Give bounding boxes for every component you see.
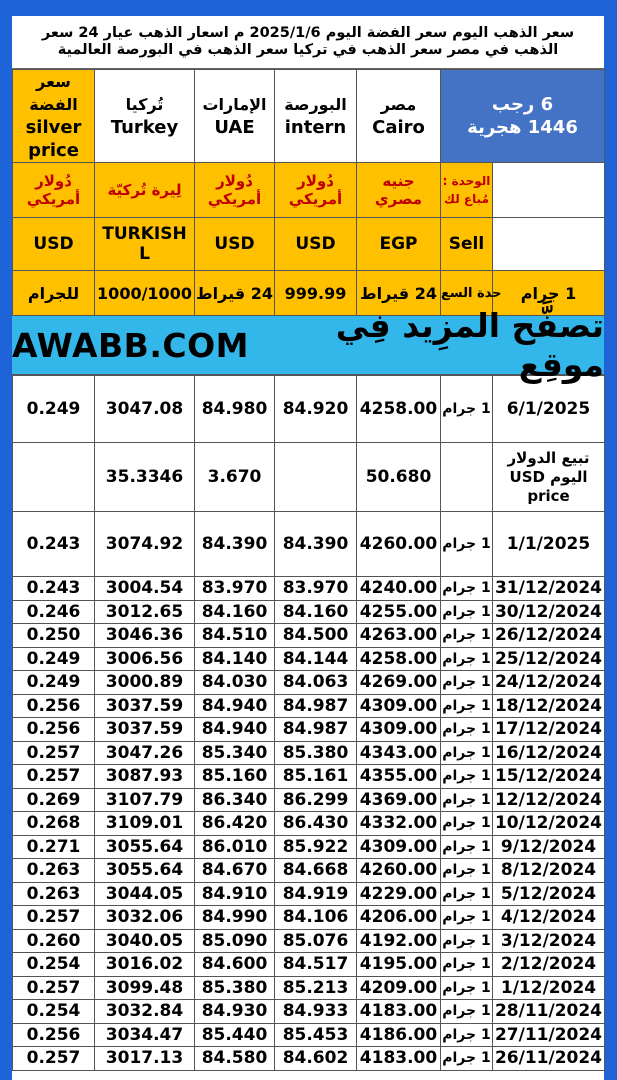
intern-cell: 83.970 — [275, 577, 357, 601]
unit-cell: 1 جرام — [441, 1000, 493, 1024]
currency-cell: دُولار أمريكي — [195, 163, 275, 218]
cairo-cell: 4255.00 — [357, 600, 441, 624]
uae-cell: 85.090 — [195, 929, 275, 953]
unit-cell: 1 جرام — [441, 976, 493, 1000]
currency-cell: دُولار أمريكي — [13, 163, 95, 218]
table-row — [13, 859, 605, 883]
unit-cell: 1 جرام — [441, 512, 493, 577]
intern-cell: 85.453 — [275, 1023, 357, 1047]
intern-cell: 84.160 — [275, 600, 357, 624]
unit-cell: 1 جرام — [441, 694, 493, 718]
header-cairo-ar: مصر — [380, 95, 417, 114]
table-row — [13, 882, 605, 906]
silver-cell: 0.269 — [13, 788, 95, 812]
unit-cell: 1 جرام — [441, 882, 493, 906]
table-row — [13, 788, 605, 812]
header-turkey-en: Turkey — [110, 117, 179, 138]
cairo-cell: 4355.00 — [357, 765, 441, 789]
turkey-cell: 3047.26 — [95, 741, 195, 765]
table-row — [13, 1047, 605, 1071]
silver-cell: 0.254 — [13, 1000, 95, 1024]
unit-cell: 1 جرام — [441, 376, 493, 443]
unit-cell: 1 جرام — [441, 647, 493, 671]
turkey-cell: 3107.79 — [95, 788, 195, 812]
table-row — [13, 718, 605, 742]
silver-cell: 0.256 — [13, 694, 95, 718]
date-cell: 24/12/2024 — [493, 671, 605, 695]
currency-cell: دُولار أمريكي — [275, 163, 357, 218]
turkey-cell: 3004.54 — [95, 577, 195, 601]
cairo-cell: 4369.00 — [357, 788, 441, 812]
uae-cell: 84.940 — [195, 694, 275, 718]
cairo-cell: 4343.00 — [357, 741, 441, 765]
turkey-cell: 3044.05 — [95, 882, 195, 906]
intern-cell: 84.987 — [275, 694, 357, 718]
uae-cell: 84.670 — [195, 859, 275, 883]
table-row — [13, 376, 605, 443]
cairo-cell: 4260.00 — [357, 859, 441, 883]
uae-cell: 84.510 — [195, 624, 275, 648]
turkey-cell: 3032.06 — [95, 906, 195, 930]
uae-cell: 85.440 — [195, 1023, 275, 1047]
banner-site[interactable]: AWABB.COM — [12, 325, 249, 365]
uae-cell: 84.980 — [195, 376, 275, 443]
page-description: سعر الذهب اليوم سعر الفضة اليوم 2025/1/6 م اسعار الذهب عيار 24 سعر الذهب في مصر سعر الذهب في تركيا سعر الذهب في البورصة العالمية — [12, 16, 604, 69]
intern-cell: 84.106 — [275, 906, 357, 930]
header-silver-en: silver price — [25, 117, 82, 161]
header-turkey-ar: تُركيا — [125, 95, 164, 114]
turkey-cell: 3046.36 — [95, 624, 195, 648]
cairo-cell: 4183.00 — [357, 1000, 441, 1024]
silver-cell: 0.254 — [13, 953, 95, 977]
header-silver-ar: سعر الفضة — [29, 72, 78, 114]
date-cell: 1/1/2025 — [493, 512, 605, 577]
table-row — [13, 577, 605, 601]
table-row — [13, 741, 605, 765]
turkey-cell: 3055.64 — [95, 835, 195, 859]
intern-cell — [275, 443, 357, 512]
cairo-cell: 4260.00 — [357, 512, 441, 577]
date-cell: 6/1/2025 — [493, 376, 605, 443]
currency-row — [13, 163, 605, 218]
cairo-cell: 4209.00 — [357, 976, 441, 1000]
silver-cell: 0.263 — [13, 859, 95, 883]
silver-cell: 0.256 — [13, 1023, 95, 1047]
date-cell: 26/11/2024 — [493, 1047, 605, 1071]
cairo-cell: 4186.00 — [357, 1023, 441, 1047]
unit-cell: 1 جرام — [441, 600, 493, 624]
table-row — [13, 512, 605, 577]
uae-cell: 84.160 — [195, 600, 275, 624]
code-cell: USD — [13, 218, 95, 271]
table-row — [13, 765, 605, 789]
silver-cell: 0.257 — [13, 976, 95, 1000]
silver-cell: 0.257 — [13, 741, 95, 765]
uae-cell: 85.380 — [195, 976, 275, 1000]
date-cell: 18/12/2024 — [493, 694, 605, 718]
cairo-cell: 4258.00 — [357, 647, 441, 671]
intern-cell: 84.144 — [275, 647, 357, 671]
uae-cell: 84.910 — [195, 882, 275, 906]
turkey-cell: 3087.93 — [95, 765, 195, 789]
hijri-date: 6 رجب 1446 هجرية — [441, 70, 605, 163]
turkey-cell: 3109.01 — [95, 812, 195, 836]
cairo-cell: 4258.00 — [357, 376, 441, 443]
date-cell: 25/12/2024 — [493, 647, 605, 671]
date-cell: 10/12/2024 — [493, 812, 605, 836]
table-row — [13, 1000, 605, 1024]
silver-cell: 0.263 — [13, 882, 95, 906]
turkey-cell: 3034.47 — [95, 1023, 195, 1047]
turkey-cell: 3006.56 — [95, 647, 195, 671]
unit-cell: 1 جرام — [441, 1023, 493, 1047]
table-row — [13, 906, 605, 930]
turkey-cell: 3016.02 — [95, 953, 195, 977]
uae-cell: 84.600 — [195, 953, 275, 977]
unit-cell: 999.99 — [275, 271, 357, 316]
cairo-cell: 50.680 — [357, 443, 441, 512]
date-cell: 17/12/2024 — [493, 718, 605, 742]
table-row — [13, 976, 605, 1000]
table-row — [13, 929, 605, 953]
unit-cell: 1 جرام — [441, 929, 493, 953]
uae-cell: 85.160 — [195, 765, 275, 789]
uae-cell: 3.670 — [195, 443, 275, 512]
unit-cell: 1 جرام — [441, 671, 493, 695]
date-cell: 3/12/2024 — [493, 929, 605, 953]
uae-cell: 84.140 — [195, 647, 275, 671]
cairo-cell: 4269.00 — [357, 671, 441, 695]
table-row — [13, 694, 605, 718]
currency-cell — [493, 163, 605, 218]
turkey-cell: 3037.59 — [95, 694, 195, 718]
silver-cell: 0.257 — [13, 1047, 95, 1071]
unit-cell: 24 قيراط — [357, 271, 441, 316]
header-table — [12, 69, 605, 316]
date-cell: 26/12/2024 — [493, 624, 605, 648]
silver-cell: 0.257 — [13, 906, 95, 930]
uae-cell: 86.420 — [195, 812, 275, 836]
unit-cell: 24 قيراط — [195, 271, 275, 316]
currency-cell: لِيرة تُركيّة — [95, 163, 195, 218]
turkey-cell: 3017.13 — [95, 1047, 195, 1071]
code-cell: TURKISH L — [95, 218, 195, 271]
table-row — [13, 1023, 605, 1047]
intern-cell: 84.933 — [275, 1000, 357, 1024]
intern-cell: 84.602 — [275, 1047, 357, 1071]
unit-cell — [441, 443, 493, 512]
intern-cell: 85.076 — [275, 929, 357, 953]
unit-cell: 1 جرام — [441, 906, 493, 930]
uae-cell: 86.340 — [195, 788, 275, 812]
date-cell: 8/12/2024 — [493, 859, 605, 883]
unit-cell: للجرام — [13, 271, 95, 316]
cairo-cell: 4206.00 — [357, 906, 441, 930]
cairo-cell: 4229.00 — [357, 882, 441, 906]
intern-cell: 85.922 — [275, 835, 357, 859]
uae-cell: 84.940 — [195, 718, 275, 742]
intern-cell: 84.920 — [275, 376, 357, 443]
turkey-cell: 3000.89 — [95, 671, 195, 695]
intern-cell: 85.213 — [275, 976, 357, 1000]
header-turkey — [95, 70, 195, 163]
cairo-cell: 4309.00 — [357, 835, 441, 859]
turkey-cell: 3037.59 — [95, 718, 195, 742]
table-row — [13, 600, 605, 624]
silver-cell: 0.249 — [13, 376, 95, 443]
silver-cell: 0.268 — [13, 812, 95, 836]
cairo-cell: 4240.00 — [357, 577, 441, 601]
intern-cell: 85.380 — [275, 741, 357, 765]
silver-cell: 0.243 — [13, 512, 95, 577]
date-cell: 16/12/2024 — [493, 741, 605, 765]
intern-cell: 86.299 — [275, 788, 357, 812]
code-cell — [493, 218, 605, 271]
silver-cell: 0.260 — [13, 929, 95, 953]
header-cairo — [357, 70, 441, 163]
date-cell: 2/12/2024 — [493, 953, 605, 977]
cairo-cell: 4183.00 — [357, 1047, 441, 1071]
table-row — [13, 624, 605, 648]
silver-cell — [13, 443, 95, 512]
table-row — [13, 953, 605, 977]
table-row — [13, 443, 605, 512]
header-intern — [275, 70, 357, 163]
date-cell: 30/12/2024 — [493, 600, 605, 624]
intern-cell: 84.668 — [275, 859, 357, 883]
header-cairo-en: Cairo — [372, 117, 425, 138]
date-cell: 9/12/2024 — [493, 835, 605, 859]
unit-cell: 1 جرام — [441, 718, 493, 742]
turkey-cell: 3055.64 — [95, 859, 195, 883]
unit-cell: 1 جرام — [441, 859, 493, 883]
uae-cell: 84.390 — [195, 512, 275, 577]
unit-cell: 1 جرام — [493, 271, 605, 316]
cairo-cell: 4309.00 — [357, 694, 441, 718]
silver-cell: 0.256 — [13, 718, 95, 742]
date-cell: 28/11/2024 — [493, 1000, 605, 1024]
silver-cell: 0.249 — [13, 671, 95, 695]
turkey-cell: 3099.48 — [95, 976, 195, 1000]
code-cell: EGP — [357, 218, 441, 271]
header-intern-en: intern — [284, 117, 347, 138]
date-cell: 31/12/2024 — [493, 577, 605, 601]
turkey-cell: 3040.05 — [95, 929, 195, 953]
intern-cell: 84.517 — [275, 953, 357, 977]
code-cell: USD — [275, 218, 357, 271]
date-cell: 12/12/2024 — [493, 788, 605, 812]
silver-cell: 0.243 — [13, 577, 95, 601]
unit-cell: 1 جرام — [441, 953, 493, 977]
unit-cell: 1 جرام — [441, 624, 493, 648]
currency-cell: جنيه مصري — [357, 163, 441, 218]
code-cell: Sell — [441, 218, 493, 271]
cairo-cell: 4332.00 — [357, 812, 441, 836]
date-cell: 27/11/2024 — [493, 1023, 605, 1047]
code-cell: USD — [195, 218, 275, 271]
header-uae — [195, 70, 275, 163]
date-cell: 15/12/2024 — [493, 765, 605, 789]
unit-cell: 1 جرام — [441, 765, 493, 789]
turkey-cell: 3032.84 — [95, 1000, 195, 1024]
silver-cell: 0.271 — [13, 835, 95, 859]
header-intern-ar: البورصة — [284, 95, 347, 114]
header-uae-ar: الإمارات — [202, 95, 267, 114]
unit-cell: 1 جرام — [441, 835, 493, 859]
uae-cell: 86.010 — [195, 835, 275, 859]
unit-cell: 1 جرام — [441, 1047, 493, 1071]
header-uae-en: UAE — [214, 117, 255, 138]
date-cell: 1/12/2024 — [493, 976, 605, 1000]
unit-cell: 1000/1000 — [95, 271, 195, 316]
uae-cell: 84.930 — [195, 1000, 275, 1024]
table-row — [13, 812, 605, 836]
table-row — [13, 835, 605, 859]
unit-cell: 1 جرام — [441, 812, 493, 836]
silver-cell: 0.249 — [13, 647, 95, 671]
date-cell: 4/12/2024 — [493, 906, 605, 930]
price-table — [12, 375, 605, 1071]
silver-cell: 0.246 — [13, 600, 95, 624]
unit-cell: 1 جرام — [441, 741, 493, 765]
uae-cell: 84.990 — [195, 906, 275, 930]
cairo-cell: 4195.00 — [357, 953, 441, 977]
site-banner[interactable] — [12, 306, 604, 384]
table-row — [13, 647, 605, 671]
uae-cell: 85.340 — [195, 741, 275, 765]
column-header-row — [13, 70, 605, 163]
table-row — [13, 671, 605, 695]
intern-cell: 84.987 — [275, 718, 357, 742]
intern-cell: 84.500 — [275, 624, 357, 648]
unit-cell: 1 جرام — [441, 577, 493, 601]
header-silver — [13, 70, 95, 163]
code-row — [13, 218, 605, 271]
intern-cell: 85.161 — [275, 765, 357, 789]
usd-price-label: تبيع الدولار اليوم USD price — [493, 443, 605, 512]
intern-cell: 84.390 — [275, 512, 357, 577]
uae-cell: 84.580 — [195, 1047, 275, 1071]
date-cell: 5/12/2024 — [493, 882, 605, 906]
turkey-cell: 3047.08 — [95, 376, 195, 443]
silver-cell: 0.257 — [13, 765, 95, 789]
uae-cell: 84.030 — [195, 671, 275, 695]
intern-cell: 84.919 — [275, 882, 357, 906]
price-sheet — [12, 16, 604, 1080]
silver-cell: 0.250 — [13, 624, 95, 648]
unit-cell: 1 جرام — [441, 788, 493, 812]
cairo-cell: 4192.00 — [357, 929, 441, 953]
intern-cell: 86.430 — [275, 812, 357, 836]
currency-cell: الوحدة : مُباع لك — [441, 163, 493, 218]
cairo-cell: 4309.00 — [357, 718, 441, 742]
intern-cell: 84.063 — [275, 671, 357, 695]
turkey-cell: 35.3346 — [95, 443, 195, 512]
turkey-cell: 3074.92 — [95, 512, 195, 577]
uae-cell: 83.970 — [195, 577, 275, 601]
cairo-cell: 4263.00 — [357, 624, 441, 648]
unit-cell: حدة السع — [441, 271, 493, 316]
banner-text: تصفَّح المزِيد فِي موقِع — [335, 306, 604, 384]
turkey-cell: 3012.65 — [95, 600, 195, 624]
